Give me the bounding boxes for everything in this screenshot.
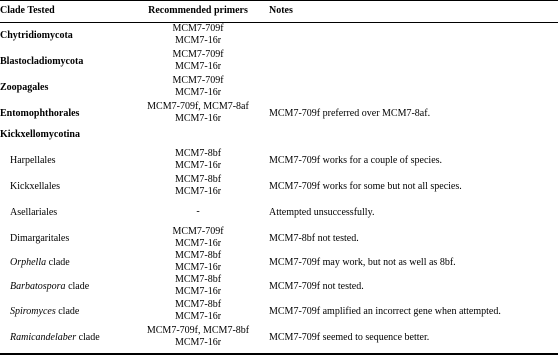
primers-cell — [137, 74, 259, 100]
clade-cell: Zoopagales — [0, 81, 49, 93]
primer-dash: - — [196, 206, 200, 217]
header-clade-tested: Clade Tested — [0, 5, 55, 16]
notes-cell: MCM7-709f preferred over MCM7-8af. — [269, 107, 431, 119]
header-notes: Notes — [269, 5, 293, 16]
clade-cell — [10, 324, 100, 350]
primer-reverse: MCM7-16r — [174, 160, 222, 171]
clade-cell: Chytridiomycota — [0, 29, 73, 41]
notes-cell: MCM7-709f works for some but not all species. — [269, 180, 462, 192]
primers-cell — [137, 48, 259, 74]
primer-forward: MCM7-8bf — [174, 250, 222, 261]
clade-italic-name: Orphella — [10, 256, 47, 268]
clade-suffix: clade — [76, 331, 100, 343]
primer-forward: MCM7-8bf — [174, 148, 222, 159]
clade-cell — [10, 273, 89, 299]
primer-reverse: MCM7-16r — [174, 87, 222, 98]
clade-cell: Blastocladiomycota — [0, 55, 84, 67]
primers-cell — [137, 273, 259, 299]
primer-reverse: MCM7-16r — [174, 337, 222, 348]
clade-suffix: clade — [46, 256, 70, 268]
primers-cell — [137, 147, 259, 173]
primers-cell — [137, 298, 259, 324]
notes-cell: MCM7-709f amplified an incorrect gene when attempted. — [269, 305, 501, 317]
primer-reverse: MCM7-16r — [174, 186, 222, 197]
table-row — [0, 74, 558, 100]
primer-reverse: MCM7-16r — [174, 61, 222, 72]
primers-cell — [137, 225, 259, 251]
notes-cell: MCM7-8bf not tested. — [269, 232, 359, 244]
clade-cell: Asellariales — [10, 206, 58, 218]
primers-cell — [137, 173, 259, 199]
notes-cell: MCM7-709f may work, but not as well as 8bf. — [269, 256, 456, 268]
primer-forward: MCM7-709f — [172, 75, 224, 86]
table-row — [0, 249, 558, 275]
table-row — [0, 22, 558, 48]
clade-italic-name: Spiromyces — [10, 305, 56, 317]
primer-reverse: MCM7-16r — [174, 262, 222, 273]
clade-cell: Harpellales — [10, 154, 56, 166]
primer-reverse: MCM7-16r — [174, 35, 222, 46]
notes-cell: MCM7-709f works for a couple of species. — [269, 154, 443, 166]
notes-cell: Attempted unsuccessfully. — [269, 206, 375, 218]
clade-suffix: clade — [55, 305, 80, 317]
clade-cell: Kickxellales — [10, 180, 60, 192]
header-recommended-primers: Recommended primers — [148, 5, 248, 16]
clade-italic-name: Barbatospora — [10, 280, 66, 292]
table-row — [0, 147, 558, 173]
table-top-rule — [0, 0, 558, 1]
primer-forward: MCM7-709f — [172, 49, 224, 60]
table-row — [0, 273, 558, 299]
primer-reverse: MCM7-16r — [174, 113, 222, 124]
clade-cell — [10, 249, 70, 275]
notes-cell: MCM7-709f not tested. — [269, 280, 364, 292]
table-row — [0, 225, 558, 251]
table-row — [0, 298, 558, 324]
primers-cell — [137, 199, 259, 225]
primer-reverse: MCM7-16r — [174, 286, 222, 297]
primer-forward: MCM7-8bf — [174, 174, 222, 185]
table-row — [0, 121, 558, 147]
clade-italic-name: Ramicandelaber — [10, 331, 77, 343]
table-row — [0, 199, 558, 225]
primer-forward: MCM7-709f — [172, 226, 224, 237]
table-row — [0, 48, 558, 74]
table-bottom-rule — [0, 353, 558, 355]
primers-cell — [137, 324, 259, 350]
primer-forward: MCM7-709f, MCM7-8af — [147, 101, 249, 112]
primer-reverse: MCM7-16r — [174, 311, 222, 322]
primers-cell — [137, 249, 259, 275]
clade-cell: Kickxellomycotina — [0, 128, 80, 140]
clade-cell: Dimargaritales — [10, 232, 70, 244]
clade-cell — [10, 298, 79, 324]
clade-suffix: clade — [65, 280, 90, 292]
notes-cell: MCM7-709f seemed to sequence better. — [269, 331, 430, 343]
primer-reverse: MCM7-16r — [174, 238, 222, 249]
table-row — [0, 324, 558, 350]
table-row — [0, 173, 558, 199]
primer-forward: MCM7-8bf — [174, 299, 222, 310]
primers-cell — [137, 22, 259, 48]
primer-forward: MCM7-709f — [172, 23, 224, 34]
primer-forward: MCM7-8bf — [174, 274, 222, 285]
clade-cell: Entomophthorales — [0, 107, 80, 119]
primer-forward: MCM7-709f, MCM7-8bf — [146, 325, 250, 336]
